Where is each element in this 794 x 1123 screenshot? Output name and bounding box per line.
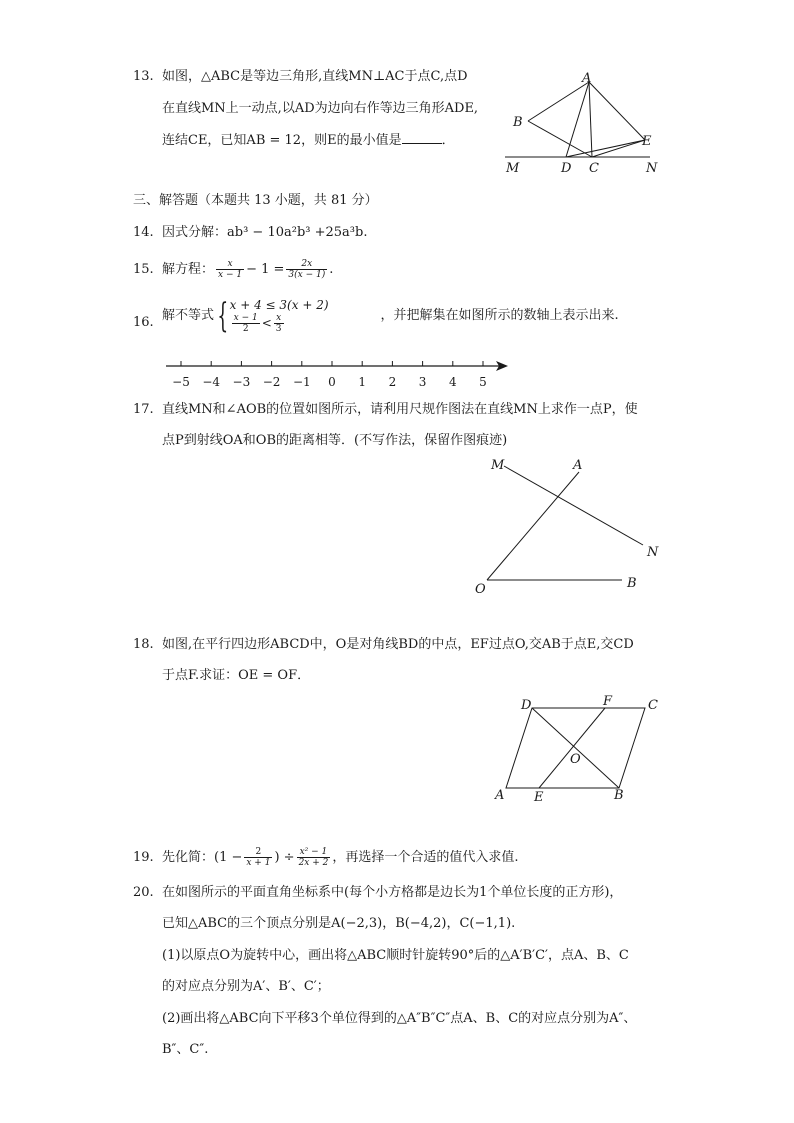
label-a-18: A — [495, 788, 505, 803]
q20-line2: 已知△ABC的三个顶点分别是A(−2,3)，B(−4,2)，C(−1,1). — [162, 916, 516, 931]
label-m-17: M — [491, 458, 505, 473]
q15-middle: − 1 = — [246, 262, 285, 277]
q18-number: 18. — [133, 637, 154, 652]
q16-system: x + 4 ≤ 3(x + 2) $\frac{x - 1}{2}$ < $\frac{x}{3}$ — [229, 298, 329, 334]
q18-line1: 如图,在平行四边形ABCD中，O是对角线BD的中点，EF过点O,交AB于点E,交CD — [162, 637, 634, 652]
brace-icon: { — [217, 295, 229, 336]
q18-line2: 于点F.求证：OE = OF． — [162, 668, 311, 683]
label-a-17: A — [573, 458, 583, 473]
label-e-18: E — [534, 790, 544, 805]
q15-end: . — [329, 262, 334, 277]
label-a: A — [582, 71, 592, 86]
label-m: M — [506, 161, 520, 176]
q17-line1: 直线MN和∠AOB的位置如图所示，请利用尺规作图法在直线MN上求作一点P，使 — [162, 402, 638, 417]
q20-line4: 的对应点分别为A′、B′、C′； — [162, 979, 330, 994]
q13-line1: 如图，△ABC是等边三角形,直线MN⊥AC于点C,点D — [162, 69, 468, 84]
q16-number: 16. — [133, 315, 154, 330]
q16-prefix: 解不等式 — [162, 308, 215, 323]
q19-body — [162, 844, 519, 872]
label-c-18: C — [648, 698, 658, 713]
q19-prefix: 先化简：(1 − — [162, 850, 243, 865]
label-o-17: O — [475, 582, 486, 597]
tick-label: 1 — [358, 375, 367, 389]
label-o-18: O — [570, 752, 581, 767]
q19-number: 19. — [133, 850, 154, 865]
label-b: B — [513, 115, 523, 130]
label-d: D — [561, 161, 572, 176]
q17-number: 17. — [133, 402, 154, 417]
diagonal-bd — [532, 708, 619, 788]
label-b-17: B — [627, 576, 637, 591]
q20-line5: (2)画出将△ABC向下平移3个单位得到的△A″B″C″点A、B、C的对应点分别为A″、 — [162, 1011, 637, 1026]
q20-line6: B″、C″. — [162, 1042, 209, 1057]
tick-label: 5 — [479, 375, 487, 389]
q14-number: 14. — [133, 225, 154, 240]
tick-label: −2 — [262, 375, 281, 389]
label-b-18: B — [614, 788, 624, 803]
tick-label: −4 — [202, 375, 221, 389]
q15-fraction-1: $\frac{x}{x - 1}$ — [218, 259, 243, 280]
tick-label: −5 — [172, 375, 190, 389]
segment-ef — [539, 708, 605, 788]
tick-label: −3 — [232, 375, 251, 389]
label-c: C — [589, 161, 599, 176]
q19-fraction-2: $\frac{\text{x² − 1}}{2x + 2}$ — [298, 847, 329, 868]
label-n-17: N — [647, 545, 659, 560]
q13-line3-end: ． — [441, 133, 455, 148]
q20-number: 20. — [133, 885, 154, 900]
q20-line3: (1)以原点O为旋转中心，画出将△ABC顺时针旋转90°后的△A′B′C′，点A、B、C — [162, 948, 629, 963]
q19-fraction-1: $\frac{2}{x + 1}$ — [246, 847, 271, 868]
q13-line2: 在直线MN上一动点,以AD为边向右作等边三角形ADE, — [162, 101, 479, 116]
q19-mid: ) ÷ — [274, 850, 295, 865]
q14-text: 因式分解：ab³ − 10a²b³ +25a³b. — [162, 225, 368, 240]
label-f-18: F — [603, 694, 613, 709]
label-e: E — [642, 134, 652, 149]
q19-suffix: ，再选择一个合适的值代入求值. — [332, 850, 519, 865]
q17-line2: 点P到射线OA和OB的距离相等．(不写作法，保留作图痕迹) — [162, 433, 508, 448]
label-d-18: D — [521, 698, 532, 713]
tick-label: 0 — [328, 375, 336, 389]
label-n: N — [646, 161, 658, 176]
q15-fraction-2: $\frac{2x}{3(x - 1)}$ — [288, 259, 326, 280]
q15-number: 15. — [133, 262, 154, 277]
q16-suffix: ，并把解集在如图所示的数轴上表示出来. — [380, 308, 619, 323]
tick-label: 3 — [418, 375, 427, 389]
q20-line1: 在如图所示的平面直角坐标系中(每个小方格都是边长为1个单位长度的正方形)， — [162, 885, 623, 900]
tick-label: −1 — [292, 375, 311, 389]
tick-label: 2 — [388, 375, 397, 389]
q13-number: 13. — [133, 69, 154, 84]
q13-line3-text: 连结CE，已知AB = 12，则E的最小值是 — [162, 133, 402, 148]
q15-prefix: 解方程： — [162, 262, 215, 277]
section-title: 三、解答题（本题共 13 小题，共 81 分） — [133, 193, 378, 208]
tick-label: 4 — [448, 375, 457, 389]
